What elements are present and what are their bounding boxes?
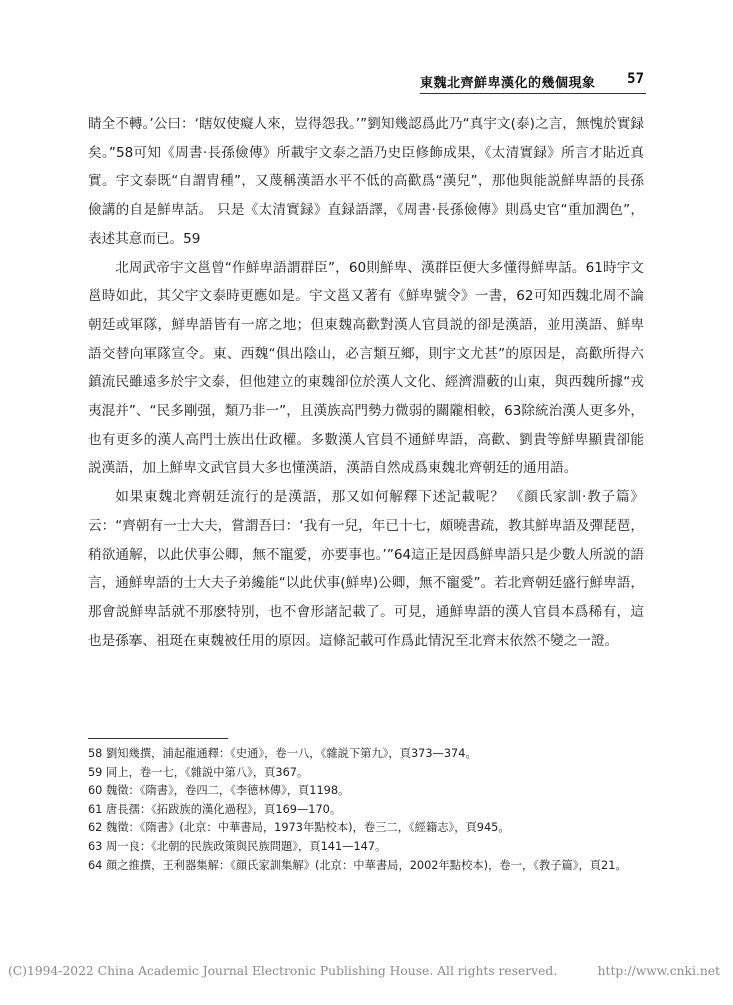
footnote: 60 魏徵：《隋書》，卷四二，《李德林傳》，頁1198。: [88, 784, 350, 798]
running-header: [420, 72, 650, 98]
footer-url: http://www.cnki.net: [597, 964, 720, 978]
paragraph: 睛全不轉。’公曰：‘瞎奴使癡人來，豈得怨我。’”劉知幾認爲此乃“真宇文(泰)之言，無愧於實録矣。”58可知《周書·長孫儉傳》所載宇文泰之語乃史臣修飾成果，《太清實録》所言才貼近真實。宇文泰既“自謂胄種”，又蔑稱漢語水平不低的高歡爲“漢兒”，那他與能説鮮卑語的長孫儉講的自是鮮卑話。 只是《太清實録》直録語譯，《周書·長孫儉傳》則爲史官“重加潤色”，表述其意而已。59: [88, 116, 644, 247]
footnote: 58 劉知幾撰，浦起龍通釋：《史通》，卷一八，《雜説下第九》，頁373—374。: [88, 747, 477, 760]
running-title: 東魏北齊鮮卑漢化的幾個現象: [420, 76, 596, 91]
footnote: 61 唐長孺：《拓跋族的漢化過程》，頁169—170。: [88, 802, 342, 816]
copyright-notice: (C)1994-2022 China Academic Journal Electronic Publishing House. All rights reserved.: [8, 964, 558, 978]
footnote-rule: [88, 738, 228, 739]
footnote: 62 魏徵：《隋書》(北京：中華書局，1973年點校本)，卷三二，《經籍志》，頁945。: [88, 821, 510, 835]
page-number: 57: [627, 71, 644, 87]
footnote: 59 同上，卷一七，《雜説中第八》，頁367。: [88, 765, 309, 779]
footnotes: [88, 745, 644, 875]
footnote: 64 顔之推撰，王利器集解：《顔氏家訓集解》(北京：中華書局，2002年點校本)，卷一，《教子篇》，頁21。: [88, 858, 627, 872]
footnote: 63 周一良：《北朝的民族政策與民族問題》，頁141—147。: [88, 839, 387, 853]
body-text: [88, 110, 644, 655]
paragraph: 北周武帝宇文邕曾“作鮮卑語謂群臣”，60則鮮卑、漢群臣便大多懂得鮮卑話。61時宇文邕時如此，其父宇文泰時更應如是。宇文邕又著有《鮮卑號令》一書，62可知西魏北周不論朝廷或軍隊，鮮卑語皆有一席之地；但東魏高歡對漢人官員説的卻是漢語，並用漢語、鮮卑語交替向軍隊宣令。東、西魏“俱出陰山，必言類互鄉，則宇文尤甚”的原因是，高歡所得六鎮流民雖遠多於宇文泰，但他建立的東魏卻位於漢人文化、經濟淵藪的山東，與西魏所據“戎夷混并”、“民多剛强，類乃非一”，且漢族高門勢力微弱的關隴相較，63除統治漢人更多外，也有更多的漢人高門士族出仕政權。多數漢人官員不通鮮卑語，高歡、劉貴等鮮卑顯貴卻能説漢語，加上鮮卑文武官員大多也懂漢語，漢語自然成爲東魏北齊朝廷的通用語。: [88, 259, 644, 477]
paragraph: 如果東魏北齊朝廷流行的是漢語，那又如何解釋下述記載呢？ 《顔氏家訓·教子篇》云：“齊朝有一士大夫，嘗謂吾曰：‘我有一兒，年已十七，頗曉書疏，教其鮮卑語及彈琵琶，稍欲通解，以此伏事公卿，無不寵愛，亦要事也。’”64這正是因爲鮮卑語只是少數人所説的語言，通鮮卑語的士大夫子弟纔能“以此伏事(鮮卑)公卿，無不寵愛”。若北齊朝廷盛行鮮卑語，那會説鮮卑話就不那麽特别，也不會形諸記載了。可見，通鮮卑語的漢人官員本爲稀有，這也是孫搴、祖珽在東魏被任用的原因。這條記載可作爲此情況至北齊末依然不變之一證。: [88, 489, 644, 649]
page-footer: [8, 964, 728, 978]
header-rule: [420, 93, 646, 94]
